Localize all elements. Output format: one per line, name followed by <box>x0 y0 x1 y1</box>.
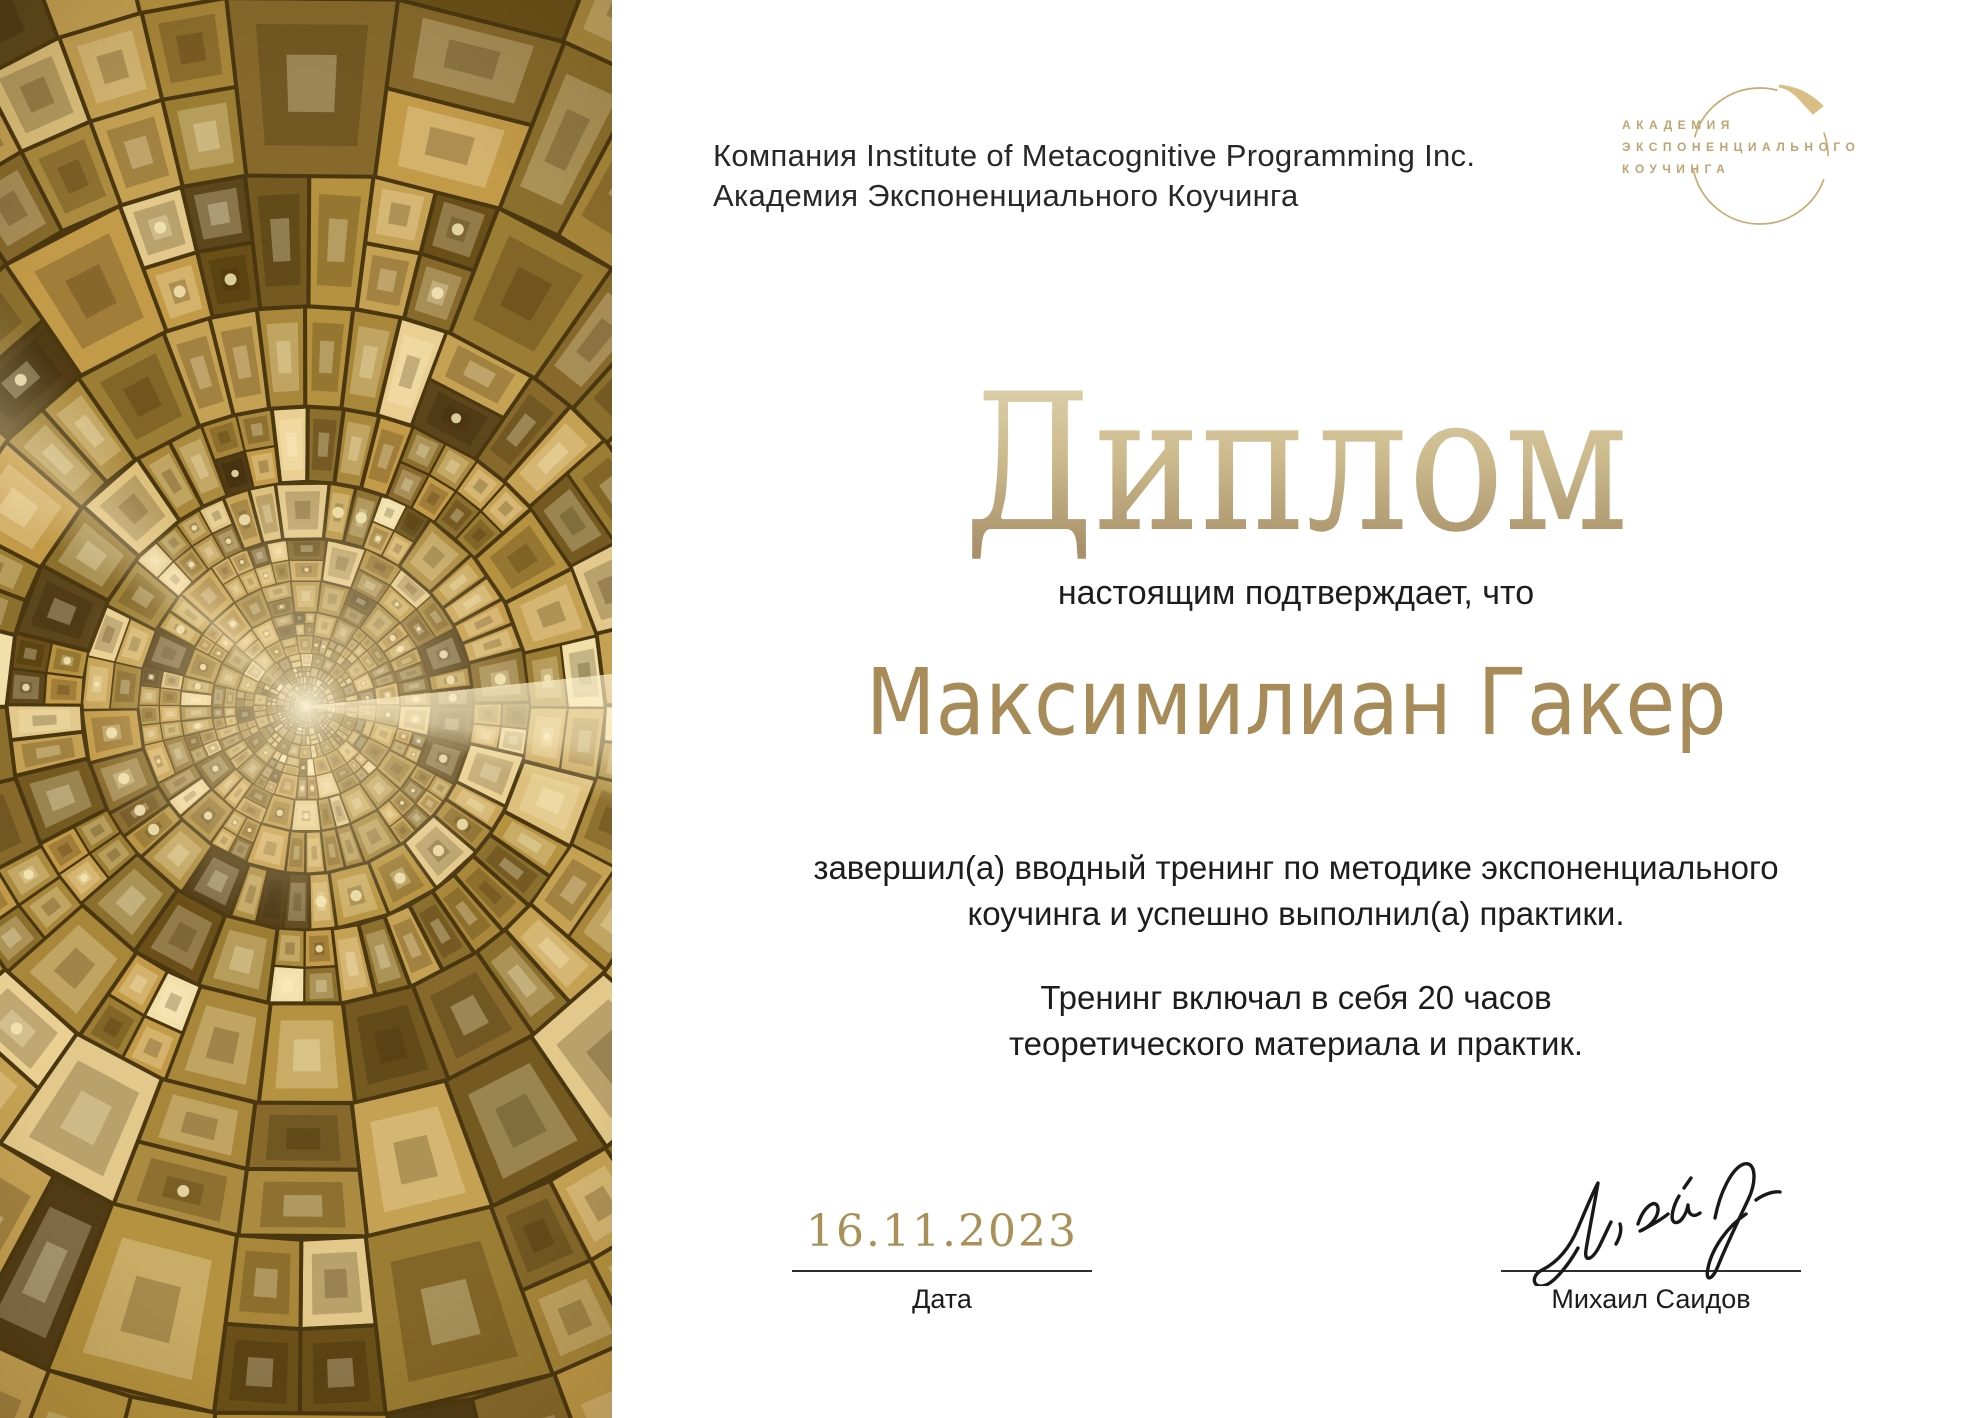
org-line2: Академия Экспоненциального Коучинга <box>713 178 1299 213</box>
org-header <box>713 136 1475 216</box>
academy-logo <box>1617 75 1907 245</box>
logo-line2: ЭКСПОНЕНЦИАЛЬНОГО <box>1622 140 1861 154</box>
org-line1: Компания Institute of Metacognitive Programming Inc. <box>713 138 1476 173</box>
logo-text <box>1622 114 1860 180</box>
body-paragraph-2 <box>612 975 1980 1067</box>
certificate-content <box>612 0 1980 1418</box>
mosaic-tiles-image <box>0 0 612 1418</box>
logo-line3: КОУЧИНГА <box>1622 162 1731 176</box>
signature-block <box>1501 1200 1801 1315</box>
date-label: Дата <box>912 1284 972 1314</box>
diploma-title: Диплом <box>963 353 1629 574</box>
p2-line1: Тренинг включал в себя 20 часов <box>1040 979 1552 1016</box>
recipient-name: Максимилиан Гакер <box>865 649 1727 756</box>
signer-name: Михаил Саидов <box>1551 1284 1751 1314</box>
p1-line2: коучинга и успешно выполнил(а) практики. <box>967 895 1625 932</box>
date-block <box>792 1200 1092 1315</box>
logo-line1: АКАДЕМИЯ <box>1622 118 1735 132</box>
subtitle: настоящим подтверждает, что <box>1057 574 1535 612</box>
body-paragraph-1 <box>612 845 1980 937</box>
date-rule <box>792 1270 1092 1272</box>
signature-icon <box>1516 1136 1784 1286</box>
date-value: 16.11.2023 <box>806 1206 1078 1257</box>
mosaic-art <box>0 0 612 1418</box>
p1-line1: завершил(а) вводный тренинг по методике экспоненциального <box>813 849 1779 886</box>
p2-line2: теоретического материала и практик. <box>1008 1025 1584 1062</box>
